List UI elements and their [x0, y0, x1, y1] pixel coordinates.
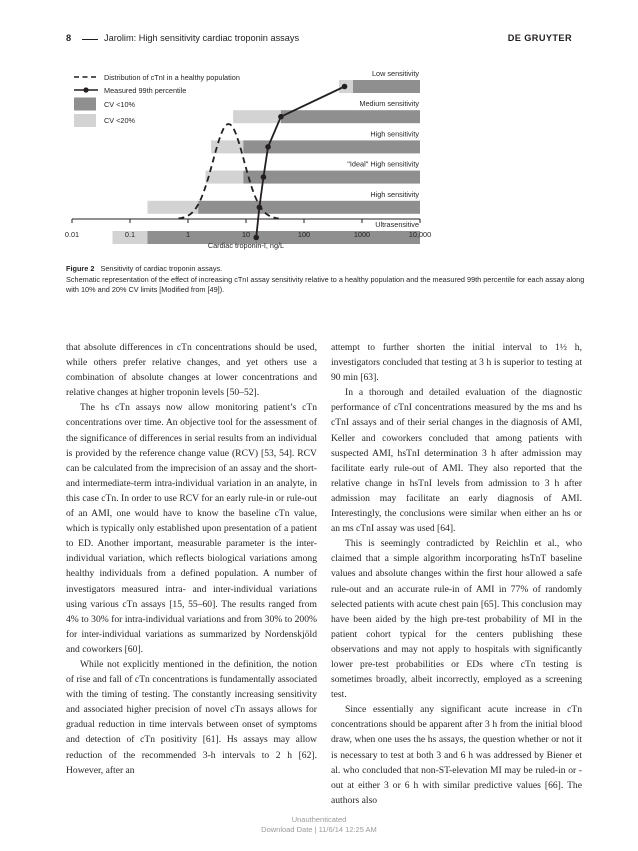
running-title: Jarolim: High sensitivity cardiac troponin assays — [104, 33, 300, 43]
p99-point — [253, 235, 259, 241]
p99-point — [265, 144, 271, 150]
assay-bar-group — [205, 160, 420, 184]
cv10-bar — [353, 80, 420, 93]
legend-label: Distribution of cTnI in a healthy population — [104, 73, 240, 82]
p99-point — [342, 84, 348, 90]
p99-point — [261, 174, 267, 180]
legend-label: Measured 99th percentile — [104, 86, 187, 95]
caption-text: Schematic representation of the effect of increasing cTnI assay sensitivity relative to a healthy population and the measured 99th percentile for each assay along with 10% and 20% CV limits [Modified from [49]). — [66, 274, 585, 295]
cv10-bar — [198, 201, 420, 214]
cv10-bar — [281, 110, 420, 123]
assay-label: Low sensitivity — [371, 69, 419, 78]
legend-label: CV <20% — [104, 116, 136, 125]
p99-point — [257, 205, 263, 211]
p99-point — [278, 114, 284, 120]
x-tick-label: 1000 — [353, 230, 371, 239]
assay-label: Ultrasensitive — [375, 220, 419, 229]
caption-title: Sensitivity of cardiac troponin assays. — [100, 264, 223, 273]
body-paragraph: In a thorough and detailed evaluation of the diagnostic performance of cTnI concentrations measured by the ms and hs cTnI assays and of their serial changes in the diagnosis of AMI, Keller and coworkers concluded that among patients with suspected AMI, hsTnI determination 3 h after admission may facilitate early rule-out of AMI. They also reported that the relative change in hsTnI levels from admission to 3 h after admission may facilitate an early diagnosis of AMI. Interestingly, the conclusions were similar when either an hs or an ms cTnI assay was used [64]. — [331, 387, 582, 535]
cv20-bar — [233, 110, 281, 123]
legend-marker — [83, 87, 88, 92]
download-footer — [0, 815, 638, 835]
x-tick-label: 0.1 — [124, 230, 136, 239]
x-tick-label: 100 — [297, 230, 311, 239]
footer-line: Download Date | 11/6/14 12:25 AM — [261, 825, 377, 834]
assay-bar-group — [339, 69, 420, 93]
publisher-name: DE GRUYTER — [507, 33, 572, 43]
body-paragraph: that absolute differences in cTn concentrations should be used, while others prefer relative changes, and yet others use a combination of absolute changes at lower concentrations and relative changes at higher troponin levels [50–52]. — [66, 342, 317, 399]
figure-caption — [66, 264, 586, 296]
cv10-bar — [243, 171, 420, 184]
legend-label: CV <10% — [104, 100, 136, 109]
assay-label: Medium sensitivity — [359, 99, 419, 109]
footer-line: Unauthenticated — [291, 815, 347, 824]
cv20-bar — [147, 201, 198, 214]
x-tick-label: 1 — [185, 230, 191, 239]
caption-label: Figure 2 — [66, 264, 95, 273]
body-paragraph: Since essentially any significant acute increase in cTn concentrations should be apparent after 3 h from the initial blood draw, when one uses the hs assays, the question whether or not it is necessary to test at both 3 and 6 h was addressed by Biener et al. who concluded that non-ST-elevation MI may be ruled-in or -out at either 3 or 6 h with similar predictive values [66]. The authors also — [331, 704, 582, 806]
legend-cv20-swatch — [74, 114, 96, 127]
left-column — [66, 340, 317, 778]
legend-cv10-swatch — [74, 98, 96, 111]
x-tick-label: 0.01 — [64, 230, 80, 239]
assay-bar-group — [233, 99, 420, 123]
body-paragraph: The hs cTn assays now allow monitoring patient’s cTn concentrations over time. An objective tool for the assessment of the significance of differences in serial results from an individual is provided by the reference change value (RCV) [53, 54]. RCV can be calculated from the imprecision of an assay and the short- and intermediate-term intra-individual variation in an analyte, in this case cTn. In order to use RCV for an early rule-in or rule-out of an AMI, one would have to know the baseline cTn value, which is typically only established upon presentation of a patient to ED. Another important, measurable parameter is the inter-individual variation, which reflects biological variations among healthy individuals from a defined population. A number of investigators measured intra- and inter-individual variations using various cTn assays [15, 55–60]. The results ranged from 4% to 30% for intra-individual variations and from 30% to 200% for inter-individual variations as summarized by Nordenskjöld and coworkers [60]. — [66, 402, 317, 655]
right-column — [331, 340, 582, 808]
assay-label: High sensitivity — [370, 129, 419, 139]
x-axis-label: Cardiac troponin-I, ng/L — [207, 241, 285, 250]
page-number: 8 — [66, 33, 72, 43]
chart-legend — [74, 73, 240, 127]
assay-bar-group — [211, 129, 420, 153]
assay-label: High sensitivity — [370, 189, 419, 199]
assay-label: "Ideal" High sensitivity — [347, 159, 419, 169]
body-paragraph: While not explicitly mentioned in the definition, the notion of rise and fall of cTn concentrations is fundamentally associated with the timing of testing. The constantly increasing sensitivity and associated higher precision of novel cTn assays allows for gradual reduction in time intervals between onset of symptoms and detection of cTn positivity [61]. Hs assays may allow reduction of the recommended 3-h intervals to 2 h [62]. However, after an — [66, 658, 317, 776]
x-tick-label: 10,000 — [408, 230, 432, 239]
body-paragraph: attempt to further shorten the initial interval to 1½ h, investigators concluded that testing at 3 h is superior to testing at 90 min [63]. — [331, 342, 582, 384]
body-paragraph: This is seemingly contradicted by Reichlin et al., who claimed that a simple algorithm incorporating hsTnT baseline values and absolute changes within the first hour allowed a safe rule-out and an accurate rule-in of AMI in 77% of randomly selected patients with acute chest pain [65]. This conclusion may have been aided by the high pre-test probability of MI in the patient cohort typical for the centers publishing these observations and may not apply to hospitals with significantly lower pre-test probabilities or EDs where cTn testing is sometimes broadly, albeit incorrectly, employed as a screening test. — [331, 538, 582, 701]
cv20-bar — [205, 171, 243, 184]
x-tick-label: 10 — [241, 230, 251, 239]
assay-bar-group — [147, 190, 420, 214]
figure-chart — [0, 0, 638, 262]
